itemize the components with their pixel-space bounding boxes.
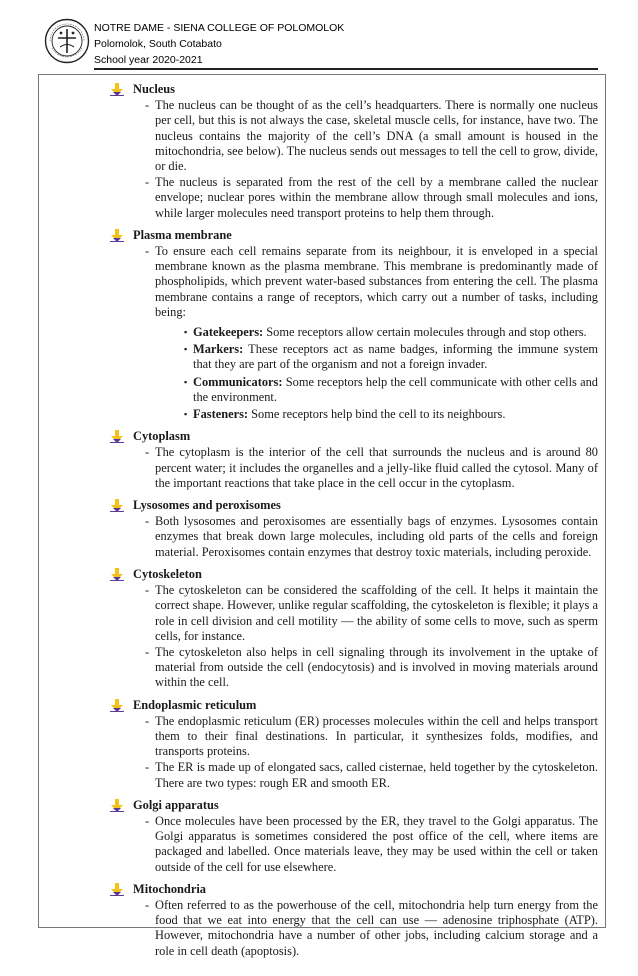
bullet-text: The cytoskeleton can be considered the scaffolding of the cell. It helps it maintain the correct shape. However, unlike regular scaffolding, the cytoskeleton is flexible; it plays a role in cell division and cell motility — the ability of some cells to move, such as sperm cells, for instance. — [155, 583, 598, 643]
dash-marker: - — [145, 813, 150, 828]
school-name: NOTRE DAME - SIENA COLLEGE OF POLOMOLOK — [94, 22, 345, 34]
dash-marker: - — [145, 897, 150, 912]
section — [110, 429, 598, 491]
section-title-text: Cytoskeleton — [133, 566, 202, 581]
bullet-text: Once molecules have been processed by the ER, they travel to the Golgi apparatus. The Golgi apparatus is sometimes considered the post office of the cell, where items are packaged and labelled. Once materials leave, they may be used within the cell or taken outside of the cell for use elsewhere. — [155, 813, 598, 874]
dash-marker: - — [145, 175, 150, 190]
school-year: School year 2020-2021 — [94, 54, 203, 66]
receptor-item — [110, 325, 598, 340]
receptor-item — [110, 407, 598, 422]
receptor-item — [110, 342, 598, 372]
bullet-text: Often referred to as the powerhouse of the cell, mitochondria help turn energy from the food that we eat into energy that the cell can use — adenosine triphosphate (ATP). However, mitochondria have a number of other jobs, including calcium storage and a role in cell death (apoptosis). — [155, 897, 598, 958]
arrow-down-bullet-icon — [110, 499, 124, 512]
arrow-down-bullet-icon — [110, 430, 124, 443]
bullet-item — [110, 514, 598, 560]
bullet-text: The ER is made up of elongated sacs, called cisternae, held together by the cytoskeleton. There are two types: rough ER and smooth ER. — [155, 760, 598, 790]
section-title — [110, 429, 598, 444]
section-title — [110, 798, 598, 813]
dash-marker: - — [145, 445, 150, 460]
section-title-text: Nucleus — [133, 82, 175, 96]
square-bullet-icon: ▪ — [184, 409, 188, 420]
section — [110, 567, 598, 691]
section-title-text: Endoplasmic reticulum — [133, 697, 257, 712]
bullet-item — [110, 898, 598, 959]
arrow-down-bullet-icon — [110, 883, 124, 896]
bullet-item — [110, 244, 598, 320]
section-title — [110, 82, 598, 97]
bullet-item — [110, 445, 598, 491]
bullet-text: Both lysosomes and peroxisomes are essentially bags of enzymes. Lysosomes contain enzymes that break down large molecules, including old parts of the cells and foreign material. Peroxisomes contain enzymes that destroy toxic materials, including peroxide. — [155, 514, 598, 559]
school-seal-icon — [44, 18, 90, 64]
receptor-description: Some receptors help the cell communicate with other cells and the environment. — [193, 374, 598, 404]
receptor-term: Communicators: — [193, 374, 283, 389]
section — [110, 228, 598, 422]
bullet-text: The nucleus can be thought of as the cell’s headquarters. There is normally one nucleus per cell, but this is not always the case, skeletal muscle cells, for instance, have two. The nucleus contains the majority of the cell’s DNA (a small amount is housed in the mitochondria, see below). The nucleus sends out messages to tell the cell to grow, divide, or die. — [155, 98, 598, 174]
bullet-text: The cytoplasm is the interior of the cell that surrounds the nucleus and is around 80 percent water; it includes the organelles and a jelly-like fluid called the cytosol. Many of the important reactions that take place in the cell occur in the cytoplasm. — [155, 445, 598, 490]
bullet-text: The cytoskeleton also helps in cell signaling through its involvement in the uptake of material from outside the cell (endocytosis) and is involved in moving materials around within the cell. — [155, 644, 598, 690]
bullet-item — [110, 175, 598, 221]
bullet-item — [110, 760, 598, 790]
dash-marker: - — [145, 583, 150, 598]
header-rule — [94, 68, 598, 70]
document-body — [110, 82, 598, 966]
bullet-item — [110, 645, 598, 691]
dash-marker: - — [145, 644, 150, 659]
square-bullet-icon: ▪ — [184, 327, 188, 338]
section-title — [110, 498, 598, 513]
section-title-text: Lysosomes and peroxisomes — [133, 498, 281, 513]
dash-marker: - — [145, 244, 150, 259]
receptor-description: Some receptors help bind the cell to its neighbours. — [248, 407, 506, 422]
section-title-text: Mitochondria — [133, 881, 206, 896]
dash-marker: - — [145, 98, 150, 113]
section-title — [110, 698, 598, 713]
bullet-text: The nucleus is separated from the rest of the cell by a membrane called the nuclear envelope; nuclear pores within the membrane allow through small molecules and ions, while larger molecules need transport proteins to help them through. — [155, 175, 598, 220]
section-title-text: Cytoplasm — [133, 429, 191, 444]
bullet-item — [110, 814, 598, 875]
section-title-text: Golgi apparatus — [133, 797, 219, 812]
dash-marker: - — [145, 514, 150, 529]
section — [110, 882, 598, 959]
bullet-text: The endoplasmic reticulum (ER) processes molecules within the cell and helps transport them to their final destinations. In particular, it synthesizes folds, modifies, and transports proteins. — [155, 713, 598, 759]
receptor-description: Some receptors allow certain molecules through and stop others. — [263, 325, 587, 340]
arrow-down-bullet-icon — [110, 799, 124, 812]
receptor-term: Gatekeepers: — [193, 325, 264, 340]
receptor-description: These receptors act as name badges, informing the immune system that they are part of the organism and not a foreign invader. — [193, 342, 598, 372]
receptor-term: Fasteners: — [193, 407, 249, 422]
bullet-item — [110, 714, 598, 760]
section-title — [110, 882, 598, 897]
receptor-term: Markers: — [193, 342, 244, 357]
arrow-down-bullet-icon — [110, 568, 124, 581]
square-bullet-icon: ▪ — [184, 344, 188, 355]
dash-marker: - — [145, 713, 150, 728]
section-title — [110, 567, 598, 582]
arrow-down-bullet-icon — [110, 699, 124, 712]
dash-marker: - — [145, 760, 150, 775]
section — [110, 498, 598, 560]
school-location: Polomolok, South Cotabato — [94, 38, 222, 50]
section-title — [110, 228, 598, 243]
section — [110, 82, 598, 221]
bullet-item — [110, 98, 598, 174]
receptor-item — [110, 375, 598, 405]
section — [110, 698, 598, 791]
square-bullet-icon: ▪ — [184, 376, 188, 387]
bullet-text: To ensure each cell remains separate from its neighbour, it is enveloped in a special membrane known as the plasma membrane. This membrane is predominantly made of phospholipids, which prevent water-based substances from entering the cell. The plasma membrane contains a range of receptors, which carry out a number of tasks, including being: — [155, 244, 598, 319]
section — [110, 798, 598, 875]
bullet-item — [110, 583, 598, 644]
arrow-down-bullet-icon — [110, 229, 124, 242]
section-title-text: Plasma membrane — [133, 227, 232, 242]
arrow-down-bullet-icon — [110, 83, 124, 96]
document-header — [44, 18, 602, 70]
